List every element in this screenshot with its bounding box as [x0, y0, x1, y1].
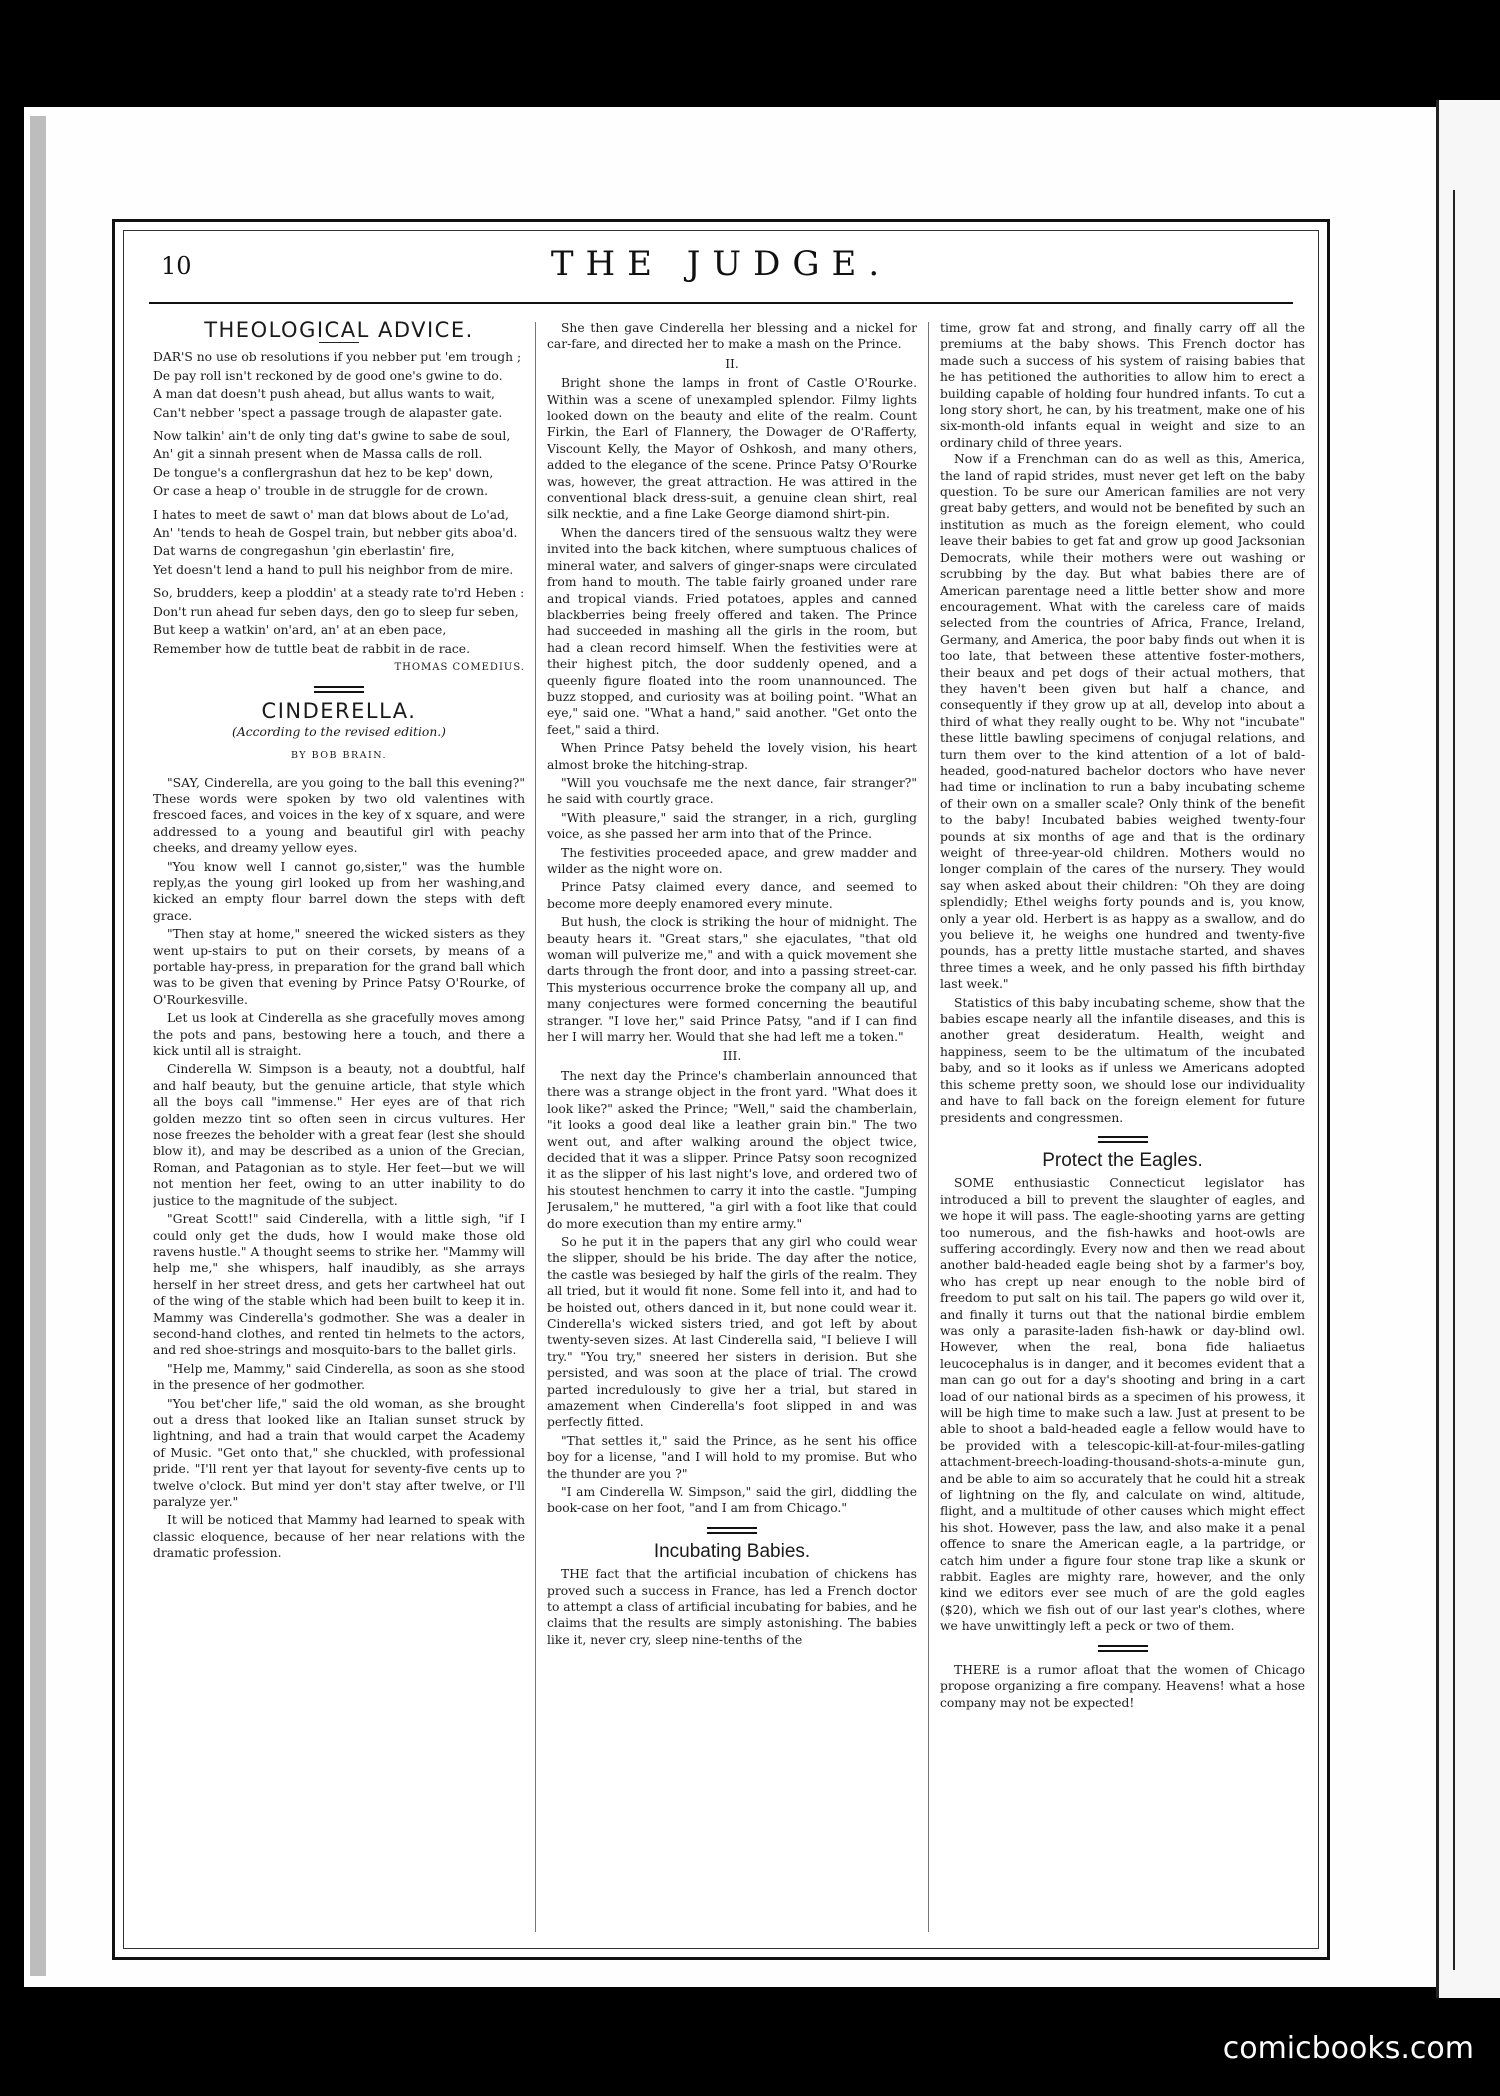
- section-divider: [1098, 1645, 1148, 1652]
- paragraph: When the dancers tired of the sensuous waltz they were invited into the back kitchen, where sumptuous chalices of mineral water, and salvers of ginger-snaps were circulated from hand to mouth. The table fairly groaned under rare and tropical viands. Fried potatoes, apples and canned blackberries being freely offered and taken. The Prince had succeeded in mashing all the girls in the room, but had a clean record himself. When the festivities were at their highest pitch, the door suddenly opened, and a queenly figure floated into the room unannounced. The buzz stopped, and curiosity was at boiling point. "What an eye," said one. "What a hand," said another. "Get onto the feet," said a third.: [547, 525, 917, 737]
- paragraph: Cinderella W. Simpson is a beauty, not a doubtful, half and half beauty, but the genuine article, that style which all the boys call "immense." Her eyes are of that rich golden mezzo tint so often seen in circus vultures. Her nose freezes the beholder with a great fear (lest she should blow it), and may be described as a union of the Grecian, Roman, and Patagonian as to style. Her feet—but we will not mention her feet, owing to an utter inability to do justice to the magnitude of the subject.: [153, 1062, 525, 1208]
- paragraph: Prince Patsy claimed every dance, and seemed to become more deeply enamored every minute.: [547, 880, 917, 911]
- masthead-rule: [149, 302, 1293, 304]
- section-divider: [707, 1527, 757, 1534]
- page-frame: [112, 219, 1330, 1960]
- poem-line: I hates to meet de sawt o' man dat blows about de Lo'ad,: [153, 507, 509, 522]
- poem-line: Dat warns de congregashun 'gin eberlastin' fire,: [153, 544, 455, 559]
- article-title: Incubating Babies.: [653, 1540, 811, 1562]
- section-divider: [314, 686, 364, 693]
- poem-line: But keep a watkin' on'ard, an' at an eben pace,: [153, 623, 447, 638]
- adjacent-page-edge: [1436, 100, 1500, 1998]
- paragraph: She then gave Cinderella her blessing and a nickel for car-fare, and directed her to make a mash on the Prince.: [547, 321, 917, 352]
- paragraph: When Prince Patsy beheld the lovely vision, his heart almost broke the hitching-strap.: [547, 741, 917, 772]
- author-signature: THOMAS COMEDIUS.: [394, 661, 525, 673]
- page-binding-shadow: [30, 116, 46, 1976]
- poem-line: Remember how de tuttle beat de rabbit in de race.: [153, 641, 470, 656]
- poem-line: DAR'S no use ob resolutions if you nebber put 'em trough ;: [153, 350, 522, 365]
- poem-line: An' git a sinnah present when de Massa calls de roll.: [153, 447, 483, 462]
- paragraph: "You know well I cannot go,sister," was the humble reply,as the young girl looked up from her washing,and kicked an empty flour barrel down the steps with deft grace.: [153, 859, 525, 923]
- masthead: THE JUDGE.: [550, 244, 892, 284]
- paragraph: "SAY, Cinderella, are you going to the ball this evening?" These words were spoken by two old valentines with frescoed faces, and voices in the key of x square, and were addressed to a young and beautiful girl with peachy cheeks, and dreamy yellow eyes.: [153, 775, 525, 856]
- paragraph: "With pleasure," said the stranger, in a rich, gurgling voice, as she passed her arm into that of the Prince.: [547, 810, 917, 842]
- column-rule: [535, 322, 536, 1932]
- paragraph: THERE is a rumor afloat that the women of Chicago propose organizing a fire company. Heavens! what a hose company may not be expected!: [940, 1662, 1305, 1710]
- watermark: comicbooks.com: [1222, 2031, 1474, 2066]
- paragraph: SOME enthusiastic Connecticut legislator has introduced a bill to prevent the slaughter of eagles, and we hope it will pass. The eagle-shooting yarns are getting too numerous, and the fish-hawks and hoot-owls are suffering accordingly. Every now and then we read about another bald-headed eagle being shot by a farmer's boy, who has crept up near enough to the noble bird of freedom to put salt on his tail. The papers go wild over it, and finally it turns out that the national birdie emblem was only a parasite-laden fish-hawk or day-blind owl. However, when the real, bona fide haliaetus leucocephalus is in danger, and it becomes evident that a man can go out for a day's shooting and bring in a cart load of our national birds as a specimen of his prowess, it will be high time to make such a law. Just at present to be able to shoot a bald-headed eagle a fellow would have to be provided with a telescopic-kill-at-four-miles-gatling attachment-breech-loading-thousand-shots-a-minute gun, and be able to aim so accurately that he could hit a streak of lightning on the fly, and calculate on wind, altitude, flight, and a multitude of other causes which might effect his shot. However, pass the law, and also make it a penal offence to snare the American eagle, a la partridge, or catch him under a figure four stone trap like a skunk or rabbit. Eagles are mighty rare, however, and the only kind we editors ever see much of are the gold eagles ($20), which we fish out of our last year's clothes, where we have unwittingly left a peck or two of them.: [940, 1176, 1305, 1634]
- paragraph: But hush, the clock is striking the hour of midnight. The beauty hears it. "Great stars," she ejaculates, "that old woman will pulverize me," and with a quick movement she darts through the front door, and into a passing street-car. This mysterious occurrence broke the company all up, and many conjectures were formed concerning the beautiful stranger. "I love her," said Prince Patsy, "and if I can find her I will marry her. Would that she had left me a token.": [547, 915, 917, 1045]
- paragraph: "Great Scott!" said Cinderella, with a little sigh, "if I could only get the duds, how I would make those old ravens hustle." A thought seems to strike her. "Mammy will help me," she whispers, half inaudibly, as she arrays herself in her street dress, and gets her cartwheel hat out of the wing of the stable which had been built to keep it in. Mammy was Cinderella's godmother. She was a dealer in second-hand clothes, and rented tin helmets to the actors, and red shoe-strings and mosquito-bars to the ballet girls.: [153, 1212, 525, 1358]
- poem-line: Or case a heap o' trouble in de struggle for de crown.: [153, 484, 489, 499]
- paragraph: "Then stay at home," sneered the wicked sisters as they went up-stairs to put on their corsets, by means of a portable hay-press, in preparation for the grand ball which was to be given that evening by Prince Patsy O'Rourke, of O'Rourkesville.: [153, 927, 525, 1007]
- paragraph: "Help me, Mammy," said Cinderella, as soon as she stood in the presence of her godmother.: [153, 1361, 525, 1393]
- section-numeral: II.: [725, 356, 739, 371]
- title-rule: [319, 342, 359, 343]
- paragraph: Let us look at Cinderella as she gracefully moves among the pots and pans, bestowing here a touch, and there a kick until all is straight.: [153, 1011, 525, 1059]
- poem-line: De pay roll isn't reckoned by de good one's gwine to do.: [153, 368, 503, 383]
- poem-line: Now talkin' ain't de only ting dat's gwine to sabe de soul,: [153, 429, 511, 444]
- poem-line: So, brudders, keep a ploddin' at a steady rate to'rd Heben :: [153, 586, 525, 601]
- paragraph: THE fact that the artificial incubation of chickens has proved such a success in France, has led a French doctor to attempt a class of artificial incubating for babies, and he claims that the results are simply astonishing. The babies like it, never cry, sleep nine-tenths of the: [547, 1567, 917, 1647]
- section-numeral: III.: [722, 1049, 742, 1064]
- poem-line: Yet doesn't lend a hand to pull his neighbor from de mire.: [153, 562, 514, 577]
- paragraph: The next day the Prince's chamberlain announced that there was a strange object in the front yard. "What does it look like?" asked the Prince; "Well," said the chamberlain, "it looks a good deal like a leather grain bin." The two went out, and after walking around the object twice, decided that it was a slipper. Prince Patsy soon recognized it as the slipper of his last night's love, and ordered two of his stoutest henchmen to carry it into the castle. "Jumping Jerusalem," he muttered, "a girl with a foot like that could do more execution than my entire army.": [547, 1068, 917, 1231]
- poem-line: A man dat doesn't push ahead, but allus wants to wait,: [153, 387, 495, 402]
- poem-line: Can't nebber 'spect a passage trough de alapaster gate.: [153, 405, 503, 420]
- paragraph: "You bet'cher life," said the old woman, as she brought out a dress that looked like an Italian sunset struck by lightning, and had a train that would carpet the Academy of Music. "Get onto that," she chuckled, with professional pride. "I'll rent yer that layout for seventy-five cents up to twelve o'clock. But mind yer don't stay after twelve, or I'll paralyze yer.": [153, 1396, 525, 1509]
- article-title: THEOLOGICAL ADVICE.: [204, 320, 474, 342]
- poem-line: Don't run ahead fur seben days, den go to sleep fur seben,: [153, 604, 519, 619]
- article-title: CINDERELLA.: [261, 699, 417, 724]
- paragraph: It will be noticed that Mammy had learned to speak with classic eloquence, because of her near relations with the dramatic profession.: [153, 1513, 525, 1561]
- article-title: Protect the Eagles.: [1042, 1149, 1203, 1171]
- column-2: [547, 320, 917, 1935]
- adjacent-page-rule: [1453, 190, 1463, 1970]
- poem-line: An' 'tends to heah de Gospel train, but nebber gits aboa'd.: [153, 526, 518, 541]
- paragraph: "That settles it," said the Prince, as he sent his office boy for a license, "and I will hold to my promise. But who the thunder are you ?": [547, 1433, 917, 1481]
- poem-line: De tongue's a conflergrashun dat hez to be kep' down,: [153, 465, 494, 480]
- poem: [153, 349, 525, 657]
- column-1: [153, 320, 525, 1935]
- article-subtitle: (According to the revised edition.): [232, 724, 446, 739]
- page-number: 10: [161, 252, 192, 280]
- column-rule: [928, 322, 929, 1932]
- paragraph: The festivities proceeded apace, and grew madder and wilder as the night wore on.: [547, 845, 917, 876]
- paragraph: time, grow fat and strong, and finally carry off all the premiums at the baby shows. This French doctor has made such a success of his system of raising babies that he has petitioned the authorities to allow him to erect a building capable of holding four hundred infants. To cut a long story short, he can, by his treatment, make one of his six-month-old infants equal in weight and size to an ordinary child of three years.: [940, 321, 1305, 450]
- paragraph: Statistics of this baby incubating scheme, show that the babies escape nearly all the infantile diseases, and this is another great desideratum. Health, weight and happiness, seem to be the ultimatum of the incubated baby, and so it looks as if unless we Americans adopted this scheme pretty soon, we should lose our individuality and have to fall back on the foreign element for future presidents and congressmen.: [940, 995, 1305, 1125]
- section-divider: [1098, 1136, 1148, 1143]
- paragraph: "I am Cinderella W. Simpson," said the girl, diddling the book-case on her foot, "and I am from Chicago.": [547, 1485, 917, 1516]
- paragraph: So he put it in the papers that any girl who could wear the slipper, should be his bride. The day after the notice, the castle was besieged by half the girls of the realm. They all tried, but it would fit none. Some fell into it, and had to be hoisted out, others danced in it, but none could wear it. Cinderella's wicked sisters tried, and got left by about twenty-seven sizes. At last Cinderella said, "I believe I will try." "You try," sneered her sisters in derision. But she persisted, and was soon at the place of trial. The crowd parted incredulously to give her a trial, but stared in amazement when Cinderella's foot slipped in and was perfectly fitted.: [547, 1234, 917, 1430]
- column-3: [940, 320, 1305, 1935]
- paragraph: "Will you vouchsafe me the next dance, fair stranger?" he said with courtly grace.: [547, 775, 917, 807]
- byline: BY BOB BRAIN.: [290, 750, 388, 762]
- paragraph: Bright shone the lamps in front of Castle O'Rourke. Within was a scene of unexampled splendor. Filmy lights looked down on the beauty and elite of the realm. Count Firkin, the Earl of Flannery, the Dowager de O'Rafferty, Viscount Kelly, the Mayor of Oshkosh, and many others, added to the elegance of the scene. Prince Patsy O'Rourke was, however, the great attraction. He was attired in the conventional black dress-suit, a genuine clean shirt, real silk necktie, and a fine Lake George diamond shirt-pin.: [547, 376, 917, 522]
- paragraph: Now if a Frenchman can do as well as this, America, the land of rapid strides, must never get left on the baby question. To be sure our American families are not very great baby getters, and would not be benefited by such an institution as much as the foreign element, who could leave their babies to get fat and grow up good Jacksonian Democrats, while their mothers were out washing or scrubbing by the day. But what babies there are of American parentage need a little better show and more encouragement. What with the careless care of maids selected from the countries of Africa, France, Ireland, Germany, and America, the poor baby finds out when it is too late, that between these attentive foster-mothers, their beaux and pet dogs of their actual mothers, that they haven't been given but half a chance, and consequently if they grow up at all, develop into about a third of what they really ought to be. Why not "incubate" these little bawling specimens of conjugal relations, and turn them over to the kind attention of a lot of bald-headed, good-natured bachelor doctors who have never had time or inclination to run a baby incubating scheme of their own on a smaller scale? Only think of the benefit to the baby! Incubated babies weighed twenty-four pounds at six months of age and that is the ordinary weight of three-year-old children. Mothers would no longer complain of the cares of the nursery. They would say when asked about their children: "Oh they are doing splendidly; Ethel weighs forty pounds and is, you know, only a year old. Herbert is as happy as a swallow, and do you believe it, he weighs one hundred and twenty-five pounds, has a pretty little mustache started, and shaves three times a week, and he only passed his fifth birthday last week.": [940, 452, 1305, 992]
